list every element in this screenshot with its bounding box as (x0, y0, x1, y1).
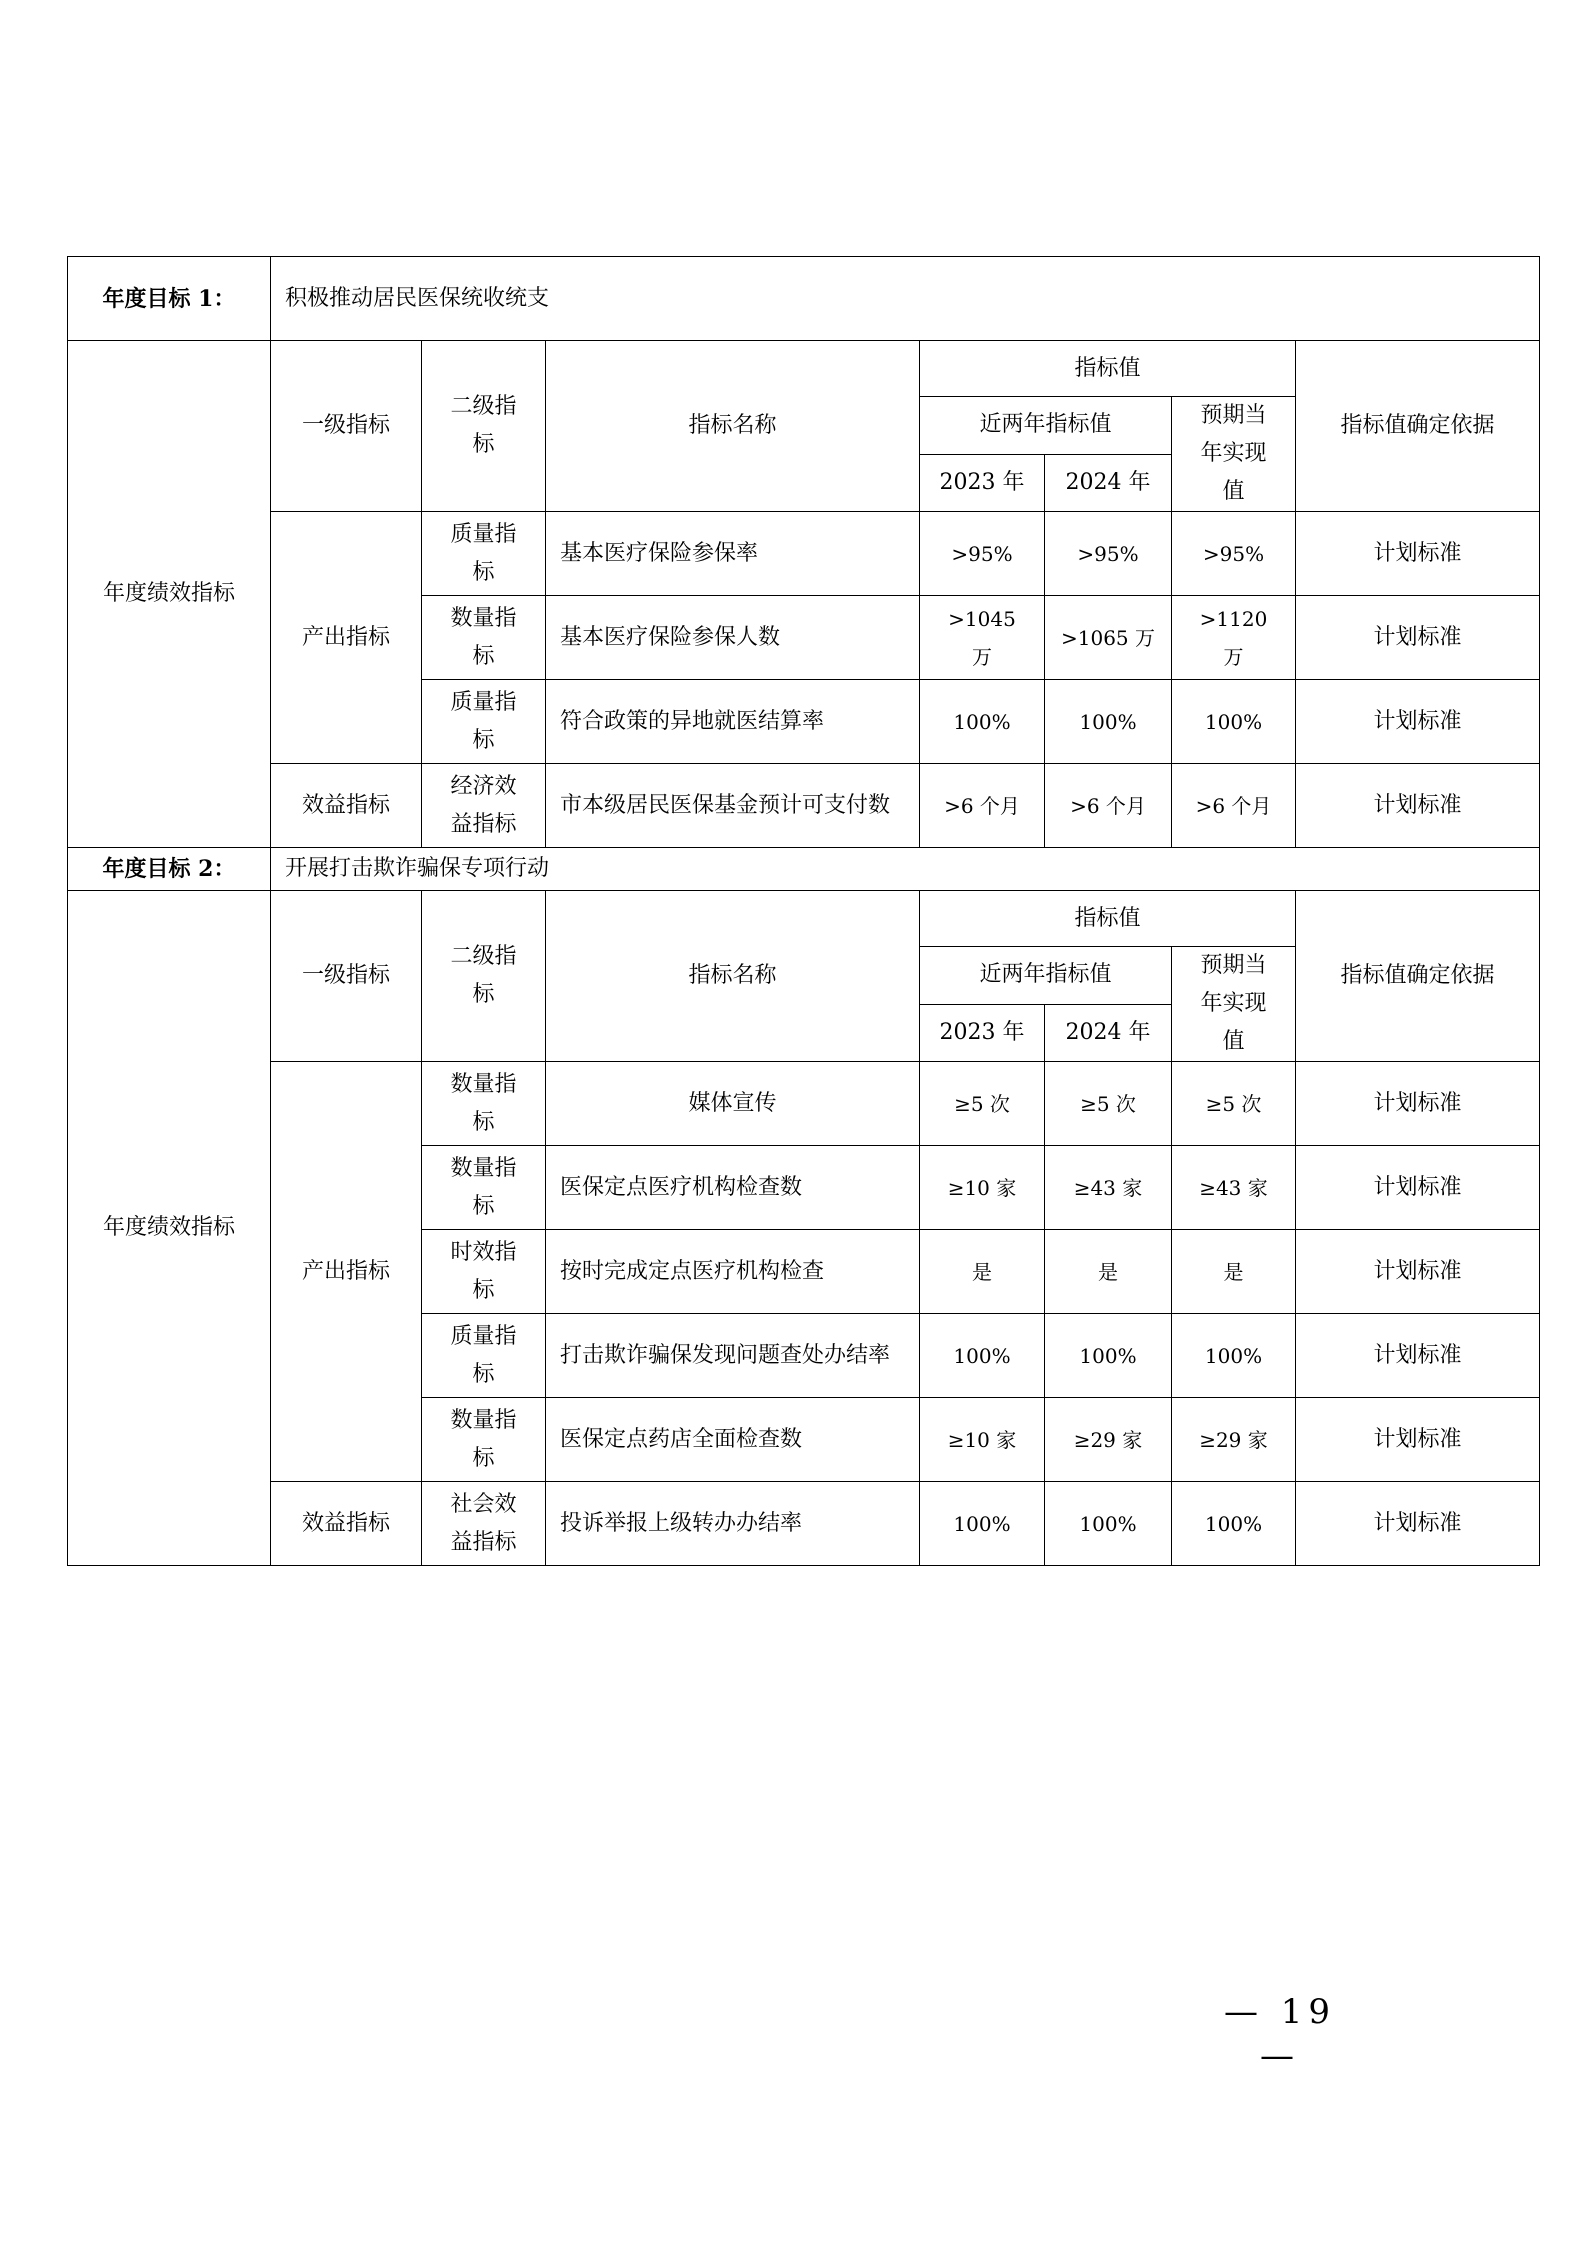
header-level2: 二级指 标 (422, 341, 546, 512)
goal1-title-row (68, 257, 1540, 341)
value-2023: 是 (920, 1230, 1045, 1314)
value-expected: 100% (1172, 680, 1296, 764)
basis: 计划标准 (1296, 764, 1540, 848)
value-expected: >1120 万 (1172, 596, 1296, 680)
header-level2: 二级指 标 (422, 891, 546, 1062)
basis: 计划标准 (1296, 512, 1540, 596)
header-name: 指标名称 (546, 341, 920, 512)
value-2024: ≥43 家 (1045, 1146, 1172, 1230)
header-level1: 一级指标 (271, 891, 422, 1062)
level2-indicator: 数量指 标 (422, 1062, 546, 1146)
header-2023: 2023 年 (920, 454, 1045, 512)
level2-indicator: 质量指 标 (422, 1314, 546, 1398)
level1-indicator: 效益指标 (271, 764, 422, 848)
value-2023: ≥5 次 (920, 1062, 1045, 1146)
basis: 计划标准 (1296, 680, 1540, 764)
header-2023: 2023 年 (920, 1004, 1045, 1062)
value-2024: 是 (1045, 1230, 1172, 1314)
header-2024: 2024 年 (1045, 1004, 1172, 1062)
goal2-text: 开展打击欺诈骗保专项行动 (271, 848, 1540, 891)
goal1-section-label: 年度绩效指标 (68, 341, 271, 848)
value-expected: ≥5 次 (1172, 1062, 1296, 1146)
indicator-name: 投诉举报上级转办办结率 (546, 1482, 920, 1566)
header-basis: 指标值确定依据 (1296, 341, 1540, 512)
indicator-name: 符合政策的异地就医结算率 (546, 680, 920, 764)
value-expected: >95% (1172, 512, 1296, 596)
value-2024: >95% (1045, 512, 1172, 596)
goal1-header-row (68, 341, 1540, 397)
goal2-header-row (68, 891, 1540, 947)
indicator-name: 媒体宣传 (546, 1062, 920, 1146)
header-2024: 2024 年 (1045, 454, 1172, 512)
goal2-label: 年度目标 2： (68, 848, 271, 891)
value-2024: >6 个月 (1045, 764, 1172, 848)
header-value: 指标值 (920, 891, 1296, 947)
basis: 计划标准 (1296, 1230, 1540, 1314)
level1-indicator: 效益指标 (271, 1482, 422, 1566)
header-recent: 近两年指标值 (920, 947, 1172, 1005)
table-row (68, 764, 1540, 848)
value-2024: 100% (1045, 1314, 1172, 1398)
value-expected: >6 个月 (1172, 764, 1296, 848)
indicator-name: 打击欺诈骗保发现问题查处办结率 (546, 1314, 920, 1398)
level2-indicator: 经济效 益指标 (422, 764, 546, 848)
level2-indicator: 数量指 标 (422, 1146, 546, 1230)
value-2024: 100% (1045, 680, 1172, 764)
level1-indicator: 产出指标 (271, 1062, 422, 1482)
goal2-title-row (68, 848, 1540, 891)
value-expected: 100% (1172, 1482, 1296, 1566)
level2-indicator: 质量指 标 (422, 512, 546, 596)
indicator-name: 按时完成定点医疗机构检查 (546, 1230, 920, 1314)
indicator-name: 基本医疗保险参保率 (546, 512, 920, 596)
performance-table (67, 256, 1540, 1566)
value-2024: >1065 万 (1045, 596, 1172, 680)
basis: 计划标准 (1296, 1482, 1540, 1566)
level2-indicator: 质量指 标 (422, 680, 546, 764)
value-2023: >1045 万 (920, 596, 1045, 680)
table-row (68, 1062, 1540, 1146)
indicator-name: 市本级居民医保基金预计可支付数 (546, 764, 920, 848)
value-2023: ≥10 家 (920, 1398, 1045, 1482)
indicator-name: 医保定点医疗机构检查数 (546, 1146, 920, 1230)
basis: 计划标准 (1296, 1314, 1540, 1398)
basis: 计划标准 (1296, 1062, 1540, 1146)
value-2023: 100% (920, 680, 1045, 764)
goal1-text: 积极推动居民医保统收统支 (271, 257, 1540, 341)
level2-indicator: 时效指 标 (422, 1230, 546, 1314)
value-2023: >95% (920, 512, 1045, 596)
header-basis: 指标值确定依据 (1296, 891, 1540, 1062)
level2-indicator: 数量指 标 (422, 1398, 546, 1482)
level2-indicator: 社会效 益指标 (422, 1482, 546, 1566)
basis: 计划标准 (1296, 1146, 1540, 1230)
goal1-label: 年度目标 1： (68, 257, 271, 341)
value-expected: 是 (1172, 1230, 1296, 1314)
level2-indicator: 数量指 标 (422, 596, 546, 680)
value-2024: ≥5 次 (1045, 1062, 1172, 1146)
basis: 计划标准 (1296, 1398, 1540, 1482)
value-2023: 100% (920, 1482, 1045, 1566)
value-2023: >6 个月 (920, 764, 1045, 848)
value-expected: 100% (1172, 1314, 1296, 1398)
basis: 计划标准 (1296, 596, 1540, 680)
value-expected: ≥29 家 (1172, 1398, 1296, 1482)
indicator-name: 基本医疗保险参保人数 (546, 596, 920, 680)
value-2024: 100% (1045, 1482, 1172, 1566)
page-number: — 19 — (1223, 1992, 1337, 2076)
header-recent: 近两年指标值 (920, 397, 1172, 455)
value-expected: ≥43 家 (1172, 1146, 1296, 1230)
header-expected: 预期当 年实现 值 (1172, 947, 1296, 1062)
value-2023: 100% (920, 1314, 1045, 1398)
value-2023: ≥10 家 (920, 1146, 1045, 1230)
value-2024: ≥29 家 (1045, 1398, 1172, 1482)
header-expected: 预期当 年实现 值 (1172, 397, 1296, 512)
level1-indicator: 产出指标 (271, 512, 422, 764)
header-level1: 一级指标 (271, 341, 422, 512)
header-name: 指标名称 (546, 891, 920, 1062)
table-row (68, 512, 1540, 596)
table-row (68, 1482, 1540, 1566)
indicator-name: 医保定点药店全面检查数 (546, 1398, 920, 1482)
goal2-section-label: 年度绩效指标 (68, 891, 271, 1566)
header-value: 指标值 (920, 341, 1296, 397)
